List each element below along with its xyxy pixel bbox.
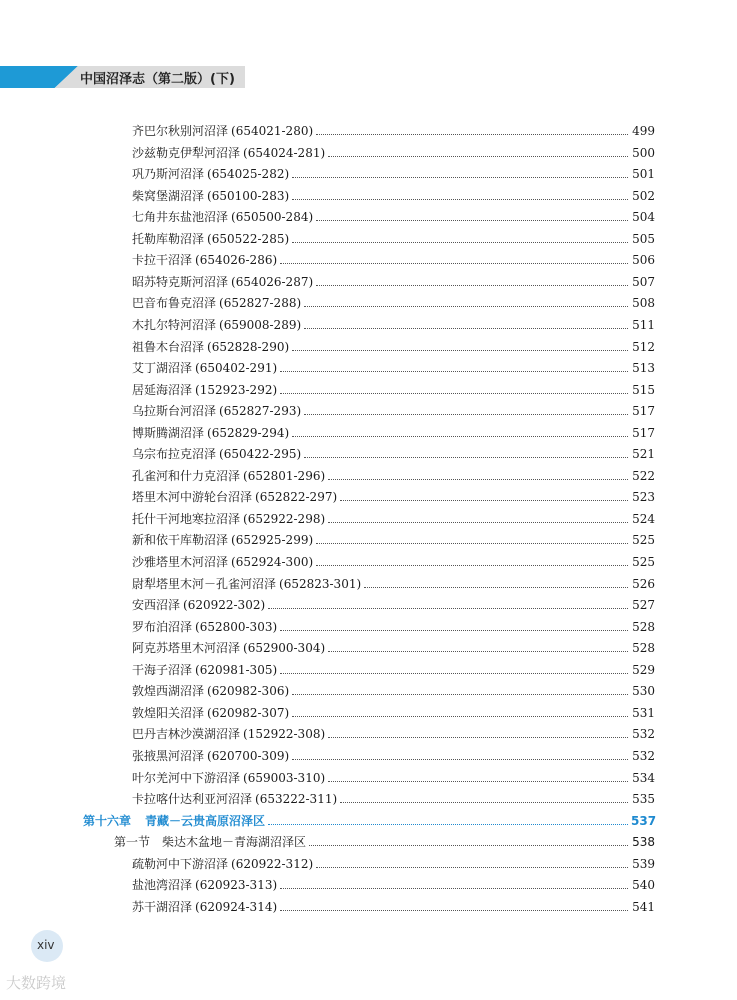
entry-page: 525 bbox=[632, 533, 655, 548]
entry-name: 巴音布鲁克沼泽 bbox=[132, 296, 217, 311]
entry-code: (654025-282) bbox=[207, 167, 290, 182]
entry-page: 540 bbox=[632, 878, 655, 893]
entry-code: (652829-294) bbox=[207, 425, 290, 440]
dot-leader bbox=[316, 866, 628, 868]
toc-entry[interactable] bbox=[0, 549, 737, 569]
chapter-number: 第十六章 bbox=[83, 813, 132, 828]
entry-name: 博斯腾湖沼泽 bbox=[132, 425, 205, 440]
entry-page: 524 bbox=[632, 511, 655, 526]
entry-page: 505 bbox=[632, 231, 655, 246]
entry-name: 苏干湖沼泽 bbox=[132, 899, 193, 914]
entry-page: 508 bbox=[632, 296, 655, 311]
toc-entry[interactable] bbox=[0, 377, 737, 397]
entry-name: 柴窝堡湖沼泽 bbox=[132, 188, 205, 203]
chapter-title: 青藏－云贵高原沼泽区 bbox=[145, 813, 266, 828]
dot-leader bbox=[304, 305, 628, 307]
toc-entry[interactable] bbox=[0, 894, 737, 914]
entry-page: 527 bbox=[632, 598, 655, 613]
dot-leader bbox=[292, 198, 628, 200]
entry-code: (620922-302) bbox=[183, 598, 266, 613]
entry-page: 532 bbox=[632, 727, 655, 742]
entry-code: (650402-291) bbox=[195, 361, 278, 376]
toc-entry[interactable] bbox=[0, 872, 737, 892]
dot-leader bbox=[292, 349, 628, 351]
dot-leader bbox=[292, 241, 628, 243]
toc-entry[interactable] bbox=[0, 355, 737, 375]
toc-entry[interactable] bbox=[0, 441, 737, 461]
entry-name: 敦煌西湖沼泽 bbox=[132, 684, 205, 699]
dot-leader bbox=[292, 715, 628, 717]
toc-entry[interactable] bbox=[0, 420, 737, 440]
entry-code: (152922-308) bbox=[243, 727, 326, 742]
toc-entry[interactable] bbox=[0, 161, 737, 181]
toc-entry[interactable] bbox=[0, 527, 737, 547]
entry-page: 535 bbox=[632, 792, 655, 807]
watermark: 大数跨境 bbox=[6, 974, 67, 992]
entry-code: (620700-309) bbox=[207, 748, 290, 763]
toc-entry[interactable] bbox=[0, 786, 737, 806]
entry-page: 529 bbox=[632, 662, 655, 677]
toc-entry[interactable] bbox=[0, 334, 737, 354]
entry-page: 528 bbox=[632, 619, 655, 634]
entry-name: 木扎尔特河沼泽 bbox=[132, 317, 217, 332]
entry-code: (652827-293) bbox=[219, 404, 302, 419]
entry-code: (654026-287) bbox=[231, 274, 314, 289]
section-page: 538 bbox=[632, 835, 655, 850]
dot-leader bbox=[292, 758, 628, 760]
entry-code: (652823-301) bbox=[279, 576, 362, 591]
entry-page: 502 bbox=[632, 188, 655, 203]
folio-number: xiv bbox=[37, 938, 55, 952]
entry-page: 501 bbox=[632, 167, 655, 182]
entry-name: 巩乃斯河沼泽 bbox=[132, 167, 205, 182]
entry-code: (652828-290) bbox=[207, 339, 290, 354]
dot-leader bbox=[309, 844, 628, 846]
entry-code: (654026-286) bbox=[195, 253, 278, 268]
dot-leader bbox=[328, 521, 628, 523]
entry-name: 巴丹吉林沙漠湖沼泽 bbox=[132, 727, 241, 742]
entry-name: 卡拉干沼泽 bbox=[132, 253, 193, 268]
toc-entry[interactable] bbox=[0, 140, 737, 160]
dot-leader bbox=[316, 542, 628, 544]
entry-name: 托什干河地寒拉沼泽 bbox=[132, 511, 241, 526]
entry-name: 乌拉斯台河沼泽 bbox=[132, 404, 217, 419]
dot-leader bbox=[268, 607, 628, 609]
toc-entry[interactable] bbox=[0, 592, 737, 612]
dot-leader bbox=[316, 564, 628, 566]
entry-page: 525 bbox=[632, 555, 655, 569]
entry-code: (652925-299) bbox=[231, 533, 314, 548]
toc-entry[interactable] bbox=[0, 183, 737, 203]
page-folio bbox=[31, 930, 63, 962]
toc-entry[interactable] bbox=[0, 635, 737, 655]
toc-entry[interactable] bbox=[0, 721, 737, 741]
entry-code: (620924-314) bbox=[195, 899, 278, 914]
entry-page: 504 bbox=[632, 210, 655, 225]
entry-code: (652900-304) bbox=[243, 641, 326, 656]
entry-code: (652800-303) bbox=[195, 619, 278, 634]
entry-page: 530 bbox=[632, 684, 655, 699]
entry-page: 526 bbox=[632, 576, 655, 591]
toc-entry[interactable] bbox=[0, 247, 737, 267]
entry-name: 安西沼泽 bbox=[132, 598, 181, 613]
toc-entry[interactable] bbox=[0, 118, 737, 138]
entry-page: 517 bbox=[632, 404, 655, 419]
entry-name: 孔雀河和什力克沼泽 bbox=[132, 468, 241, 483]
toc-entry[interactable] bbox=[0, 678, 737, 698]
toc-entry[interactable] bbox=[0, 463, 737, 483]
entry-name: 尉犁塔里木河－孔雀河沼泽 bbox=[132, 576, 277, 591]
entry-name: 塔里木河中游轮台沼泽 bbox=[132, 490, 253, 505]
entry-page: 499 bbox=[632, 124, 655, 138]
entry-code: (652922-298) bbox=[243, 511, 326, 526]
entry-name: 七角井东盐池沼泽 bbox=[132, 210, 229, 225]
entry-page: 521 bbox=[632, 447, 655, 462]
entry-page: 506 bbox=[632, 253, 655, 268]
entry-name: 昭苏特克斯河沼泽 bbox=[132, 274, 229, 289]
dot-leader bbox=[292, 435, 628, 437]
entry-code: (152923-292) bbox=[195, 382, 278, 397]
toc-section[interactable] bbox=[0, 829, 737, 849]
entry-name: 艾丁湖沼泽 bbox=[132, 361, 193, 376]
entry-code: (654024-281) bbox=[243, 145, 326, 160]
entry-page: 517 bbox=[632, 425, 655, 440]
dot-leader bbox=[280, 672, 628, 674]
toc-entry[interactable] bbox=[0, 312, 737, 332]
entry-page: 532 bbox=[632, 748, 655, 763]
entry-name: 敦煌阳关沼泽 bbox=[132, 705, 205, 720]
dot-leader bbox=[304, 413, 628, 415]
entry-page: 522 bbox=[632, 468, 655, 483]
entry-name: 新和依干库勒沼泽 bbox=[132, 533, 229, 548]
entry-name: 叶尔羌河中下游沼泽 bbox=[132, 770, 241, 785]
entry-code: (620982-306) bbox=[207, 684, 290, 699]
entry-page: 534 bbox=[632, 770, 655, 785]
toc-entry[interactable] bbox=[0, 614, 737, 634]
toc-entry[interactable] bbox=[0, 290, 737, 310]
entry-code: (620923-313) bbox=[195, 878, 278, 893]
entry-name: 沙雅塔里木河沼泽 bbox=[132, 555, 229, 569]
entry-code: (652827-288) bbox=[219, 296, 302, 311]
dot-leader bbox=[292, 176, 628, 178]
entry-page: 512 bbox=[632, 339, 655, 354]
dot-leader bbox=[304, 327, 628, 329]
toc-chapter[interactable] bbox=[0, 808, 737, 828]
running-header-title: 中国沼泽志（第二版）(下) bbox=[80, 72, 235, 87]
entry-code: (620922-312) bbox=[231, 856, 314, 871]
entry-code: (620981-305) bbox=[195, 662, 278, 677]
dot-leader bbox=[328, 478, 628, 480]
dot-leader bbox=[304, 456, 628, 458]
dot-leader bbox=[340, 801, 628, 803]
entry-page: 523 bbox=[632, 490, 655, 505]
entry-code: (650522-285) bbox=[207, 231, 290, 246]
toc-entry[interactable] bbox=[0, 269, 737, 289]
dot-leader bbox=[328, 650, 628, 652]
entry-code: (659003-310) bbox=[243, 770, 326, 785]
entry-code: (652924-300) bbox=[231, 555, 314, 569]
entry-code: (659008-289) bbox=[219, 317, 302, 332]
entry-name: 阿克苏塔里木河沼泽 bbox=[132, 641, 241, 656]
entry-name: 张掖黑河沼泽 bbox=[132, 748, 205, 763]
entry-page: 541 bbox=[632, 899, 655, 914]
dot-leader bbox=[328, 780, 628, 782]
entry-name: 沙兹勒克伊犁河沼泽 bbox=[132, 145, 241, 160]
entry-name: 祖鲁木台沼泽 bbox=[132, 339, 205, 354]
entry-name: 罗布泊沼泽 bbox=[132, 619, 193, 634]
dot-leader bbox=[280, 370, 628, 372]
entry-name: 盐池湾沼泽 bbox=[132, 878, 193, 893]
entry-page: 515 bbox=[632, 382, 655, 397]
section-title: 第一节 柴达木盆地－青海湖沼泽区 bbox=[114, 835, 307, 850]
dot-leader bbox=[280, 262, 628, 264]
dot-leader bbox=[316, 219, 628, 221]
dot-leader bbox=[280, 887, 628, 889]
entry-page: 513 bbox=[632, 361, 655, 376]
toc-entry[interactable] bbox=[0, 226, 737, 246]
chapter-page: 537 bbox=[631, 813, 657, 828]
entry-code: (652822-297) bbox=[255, 490, 338, 505]
entry-code: (620982-307) bbox=[207, 705, 290, 720]
toc-entry[interactable] bbox=[0, 851, 737, 871]
entry-name: 疏勒河中下游沼泽 bbox=[132, 856, 229, 871]
dot-leader bbox=[280, 392, 628, 394]
toc-entry[interactable] bbox=[0, 657, 737, 677]
toc-entry[interactable] bbox=[0, 398, 737, 418]
entry-code: (654021-280) bbox=[231, 124, 314, 138]
dot-leader bbox=[280, 629, 628, 631]
dot-leader bbox=[268, 823, 628, 825]
entry-name: 卡拉喀什达利亚河沼泽 bbox=[132, 792, 253, 807]
entry-code: (650100-283) bbox=[207, 188, 290, 203]
entry-page: 500 bbox=[632, 145, 655, 160]
dot-leader bbox=[328, 736, 628, 738]
entry-name: 干海子沼泽 bbox=[132, 662, 193, 677]
toc-entry[interactable] bbox=[0, 506, 737, 526]
entry-name: 齐巴尔秋别河沼泽 bbox=[132, 124, 229, 138]
dot-leader bbox=[292, 693, 628, 695]
entry-code: (650422-295) bbox=[219, 447, 302, 462]
dot-leader bbox=[340, 499, 628, 501]
toc-entry[interactable] bbox=[0, 743, 737, 763]
entry-code: (653222-311) bbox=[255, 792, 338, 807]
entry-name: 乌宗布拉克沼泽 bbox=[132, 447, 217, 462]
entry-page: 511 bbox=[632, 317, 655, 332]
entry-page: 507 bbox=[632, 274, 655, 289]
dot-leader bbox=[364, 586, 628, 588]
entry-page: 528 bbox=[632, 641, 655, 656]
dot-leader bbox=[316, 133, 628, 135]
entry-page: 531 bbox=[632, 705, 655, 720]
entry-code: (650500-284) bbox=[231, 210, 314, 225]
toc-entry[interactable] bbox=[0, 571, 737, 591]
toc-entry[interactable] bbox=[0, 484, 737, 504]
entry-name: 居延海沼泽 bbox=[132, 382, 193, 397]
dot-leader bbox=[328, 155, 628, 157]
entry-code: (652801-296) bbox=[243, 468, 326, 483]
toc-entry[interactable] bbox=[0, 204, 737, 224]
toc-entry[interactable] bbox=[0, 700, 737, 720]
dot-leader bbox=[316, 284, 628, 286]
entry-page: 539 bbox=[632, 856, 655, 871]
toc-entry[interactable] bbox=[0, 765, 737, 785]
entry-name: 托勒库勒沼泽 bbox=[132, 231, 205, 246]
dot-leader bbox=[280, 909, 628, 911]
